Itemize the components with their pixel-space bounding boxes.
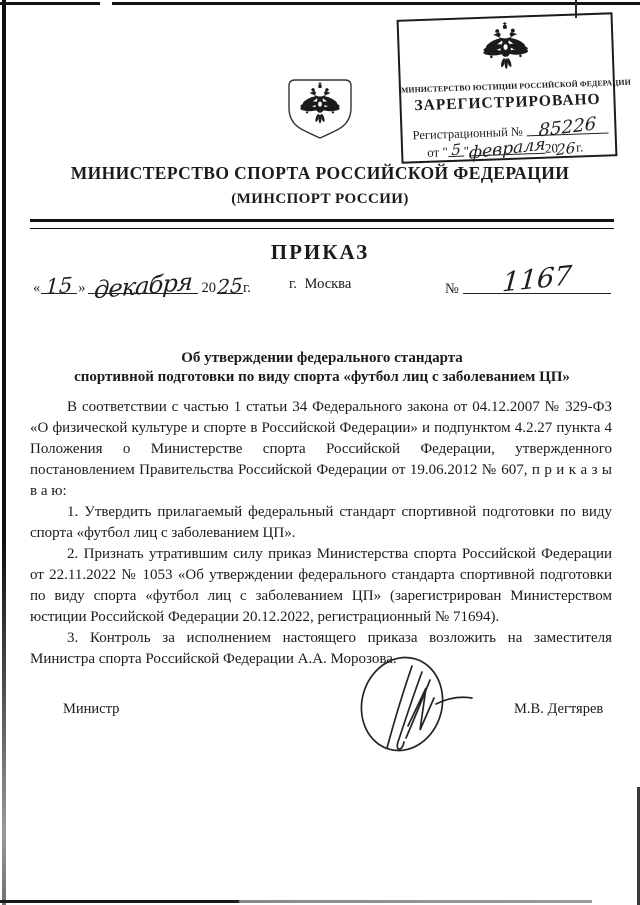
order-day-handwritten: 15 — [45, 272, 74, 300]
stamp-agency-name: МИНИСТЕРСТВО ЮСТИЦИИ РОССИЙСКОЙ ФЕДЕРАЦИИ — [400, 77, 631, 95]
stamp-date-year-handwritten: 26 — [556, 138, 576, 160]
stamp-registered-label: ЗАРЕГИСТРИРОВАНО — [414, 90, 601, 115]
stamp-date-month-handwritten: февраля — [468, 134, 546, 164]
signer-name: М.В. Дегтярев — [514, 701, 604, 717]
order-city: г. Москва — [289, 276, 352, 292]
scan-edge-left — [2, 0, 6, 905]
stamp-date-day-handwritten: 5 — [450, 140, 461, 160]
signer-position: Министр — [63, 701, 120, 717]
order-month-handwritten: декабря — [92, 267, 193, 305]
order-date-quote-open: « — [33, 280, 41, 296]
ministry-short-name: (МИНСПОРТ РОССИИ) — [231, 191, 409, 207]
order-year-suffix: г. — [243, 280, 251, 296]
stamp-eagle-icon — [479, 21, 533, 80]
order-subject-line1: Об утверждении федерального стандарта — [181, 350, 463, 366]
stamp-date-from-label: от " — [426, 144, 449, 160]
order-subject — [30, 349, 614, 387]
order-body — [30, 397, 612, 670]
paragraph-item-3: 3. Контроль за исполнением настоящего приказа возложить на заместителя Министра спорта Российской Федерации А.А. Морозова. — [30, 630, 612, 667]
order-subject-line2: спортивной подготовки по виду спорта «футбол лиц с заболеванием ЦП» — [74, 369, 570, 385]
order-number — [445, 260, 611, 299]
russia-coat-of-arms-icon — [285, 78, 355, 140]
paragraph-preamble: В соответствии с частью 1 статьи 34 Федерального закона от 04.12.2007 № 329-ФЗ «О физической культуре и спорте в Российской Федерации» и подпунктом 4.2.27 пункта 4 Положения о Министерстве спорта Российской Федерации, утвержденного постановлением Правительства Российской Федерации от 19.06.2012 № 607, п р и к а з ы в а ю: — [30, 399, 612, 499]
stamp-date-year-printed: 20 — [544, 140, 559, 156]
order-date — [33, 267, 251, 305]
order-number-underline — [463, 260, 611, 299]
stamp-date-year-suffix: г. — [575, 139, 584, 155]
order-day-underline — [41, 272, 77, 300]
stamp-reg-number-label: Регистрационный № — [412, 124, 524, 143]
order-year-handwritten: 25 — [216, 272, 244, 300]
stamp-date-day-underline — [447, 140, 464, 158]
paragraph-item-2: 2. Признать утратившим силу приказ Министерства спорта Российской Федерации от 22.11.2022 № 1053 «Об утверждении федерального стандарта спортивной подготовки по виду спорта «футбол лиц с заболеванием ЦП» (зарегистрирован Министерством юстиции Российской Федерации 20.12.2022, регистрационный № 71694). — [30, 546, 612, 625]
stamp-reg-number-handwritten: 85226 — [538, 113, 597, 142]
order-month-underline — [88, 267, 198, 305]
scan-edge-bottom — [0, 900, 592, 903]
order-number-handwritten: 1167 — [500, 260, 573, 299]
order-year-underline — [216, 272, 244, 300]
scan-edge-top — [0, 2, 640, 5]
stamp-date-quote: " — [463, 143, 470, 159]
paragraph-item-1: 1. Утвердить прилагаемый федеральный стандарт спортивной подготовки по виду спорта «футбол лиц с заболеванием ЦП». — [30, 504, 612, 541]
order-number-label: № — [445, 281, 459, 297]
order-date-quote-close: » — [78, 280, 86, 296]
ministry-name: МИНИСТЕРСТВО СПОРТА РОССИЙСКОЙ ФЕДЕРАЦИИ — [70, 163, 570, 183]
minister-signature — [350, 652, 476, 754]
order-year-printed: 20 — [201, 280, 216, 296]
header-divider — [30, 219, 614, 229]
justice-ministry-registration-stamp — [397, 12, 631, 164]
stamp-date-month-underline — [468, 134, 546, 164]
document-type-title: ПРИКАЗ — [270, 240, 370, 264]
